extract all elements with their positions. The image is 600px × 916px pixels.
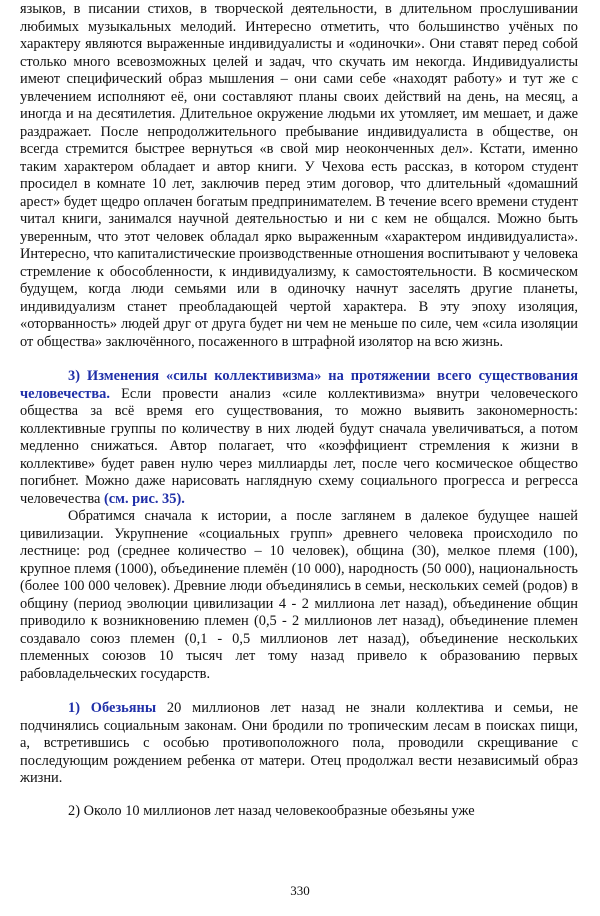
paragraph-history: Обратимся сначала к истории, а после заглянем в далекое будущее нашей цивилизации. Укрупнение «социальных групп» древнего человека происходило по лестнице: род (среднее количество – 10 человек), община (30), мелкое племя (100), крупное племя (1000), объединение племён (10 000), народность (50 000), национальность (более 100 000 человек). Древние люди объединялись в семьи, нескольких семей (родов) в общину (период эволюции цивилизации 4 - 2 миллиона лет назад), объединение общин приводило к возникновению племен (0,5 - 2 миллионов лет назад), объединение племен создавало союз племен (0,1 - 0,5 миллионов лет назад), объединение нескольких племенных союзов 10 тысяч лет тому назад привело к образованию первых рабовладельческих государств. [20,508,578,682]
monkeys-body: 20 миллионов лет назад не знали коллектива и семьи, не подчинялись социальным законам. Они бродили по тропическим лесам в поисках пищи, а, встретившись с особью противоположного пола, проводили скрещивание с последующим рождением ребенка от матери. Отец продолжал вести независимый образ жизни. [20,700,578,786]
section-3-heading: 3) Изменения «силы коллективизма» на протяжении всего существования человечества. [20,368,578,402]
paragraph-monkeys [20,700,578,788]
monkeys-heading: 1) Обезьяны [68,700,157,716]
section-3-body: Если провести анализ «силе коллективизма» внутри человеческого общества за всё время его существования, то можно выявить закономерность: коллективные группы по количеству в них людей будут сначала увеличиваться, а потом медленно снижаться. Автор полагает, что «коэффициент стремления к жизни в коллективе» будет равен нулю через миллиарды лет, после чего космическое общество погибнет. Можно даже нарисовать наглядную схему социального прогресса и регресса человечества [20,385,578,507]
paragraph-section-3 [20,368,578,508]
paragraph-individualists: языков, в писании стихов, в творческой деятельности, в длительном прослушивании любимых музыкальных мелодий. Интересно отметить, что большинство учёных по характеру являются выраженные индивидуалисты и «одиночки». Они ставят перед собой столько много всевозможных целей и задач, что скучать им некогда. Индивидуалисты имеют специфический образ мышления – они сами себе «находят работу» и тут же с увлечением исполняют её, они составляют планы своих действий на день, на месяц, а иногда и на десятилетия. Длительное окружение людьми их утомляет, им мешает, и даже раздражает. После непродолжительного пребывание индивидуалиста в обществе, он всегда стремится быстрее вернуться «в свой мир неоконченных дел». Кстати, именно таким характером обладает и автор книги. У Чехова есть рассказ, в котором студент просидел в комнате 10 лет, заключив перед этим договор, что длительный «домашний арест» будет щедро оплачен богатым предпринимателем. В течение всего времени студент читал книги, занимался научной деятельностью и ни с кем не общался. Можно быть уверенным, что этот человек обладал ярко выраженным «характером индивидуалиста». Интересно, что капиталистические производственные отношения воспитывают у человека стремление к обособленности, к индивидуализму, к самостоятельности. В космическом будущем, когда люди семьями или в одиночку начнут заселять другие планеты, индивидуализм станет преобладающей чертой характера. В эту эпоху изоляция, «оторванность» людей друг от друга будет ни чем не меньше по силе, чем «сила изоляции от общества» заключённого, посаженного в штрафной изолятор на всю жизнь. [20,1,578,350]
figure-reference-link[interactable]: (см. рис. 35). [104,490,185,507]
document-page [20,0,578,820]
page-number: 330 [290,883,310,898]
paragraph-10-million-years: 2) Около 10 миллионов лет назад человекообразные обезьяны уже [68,802,475,819]
